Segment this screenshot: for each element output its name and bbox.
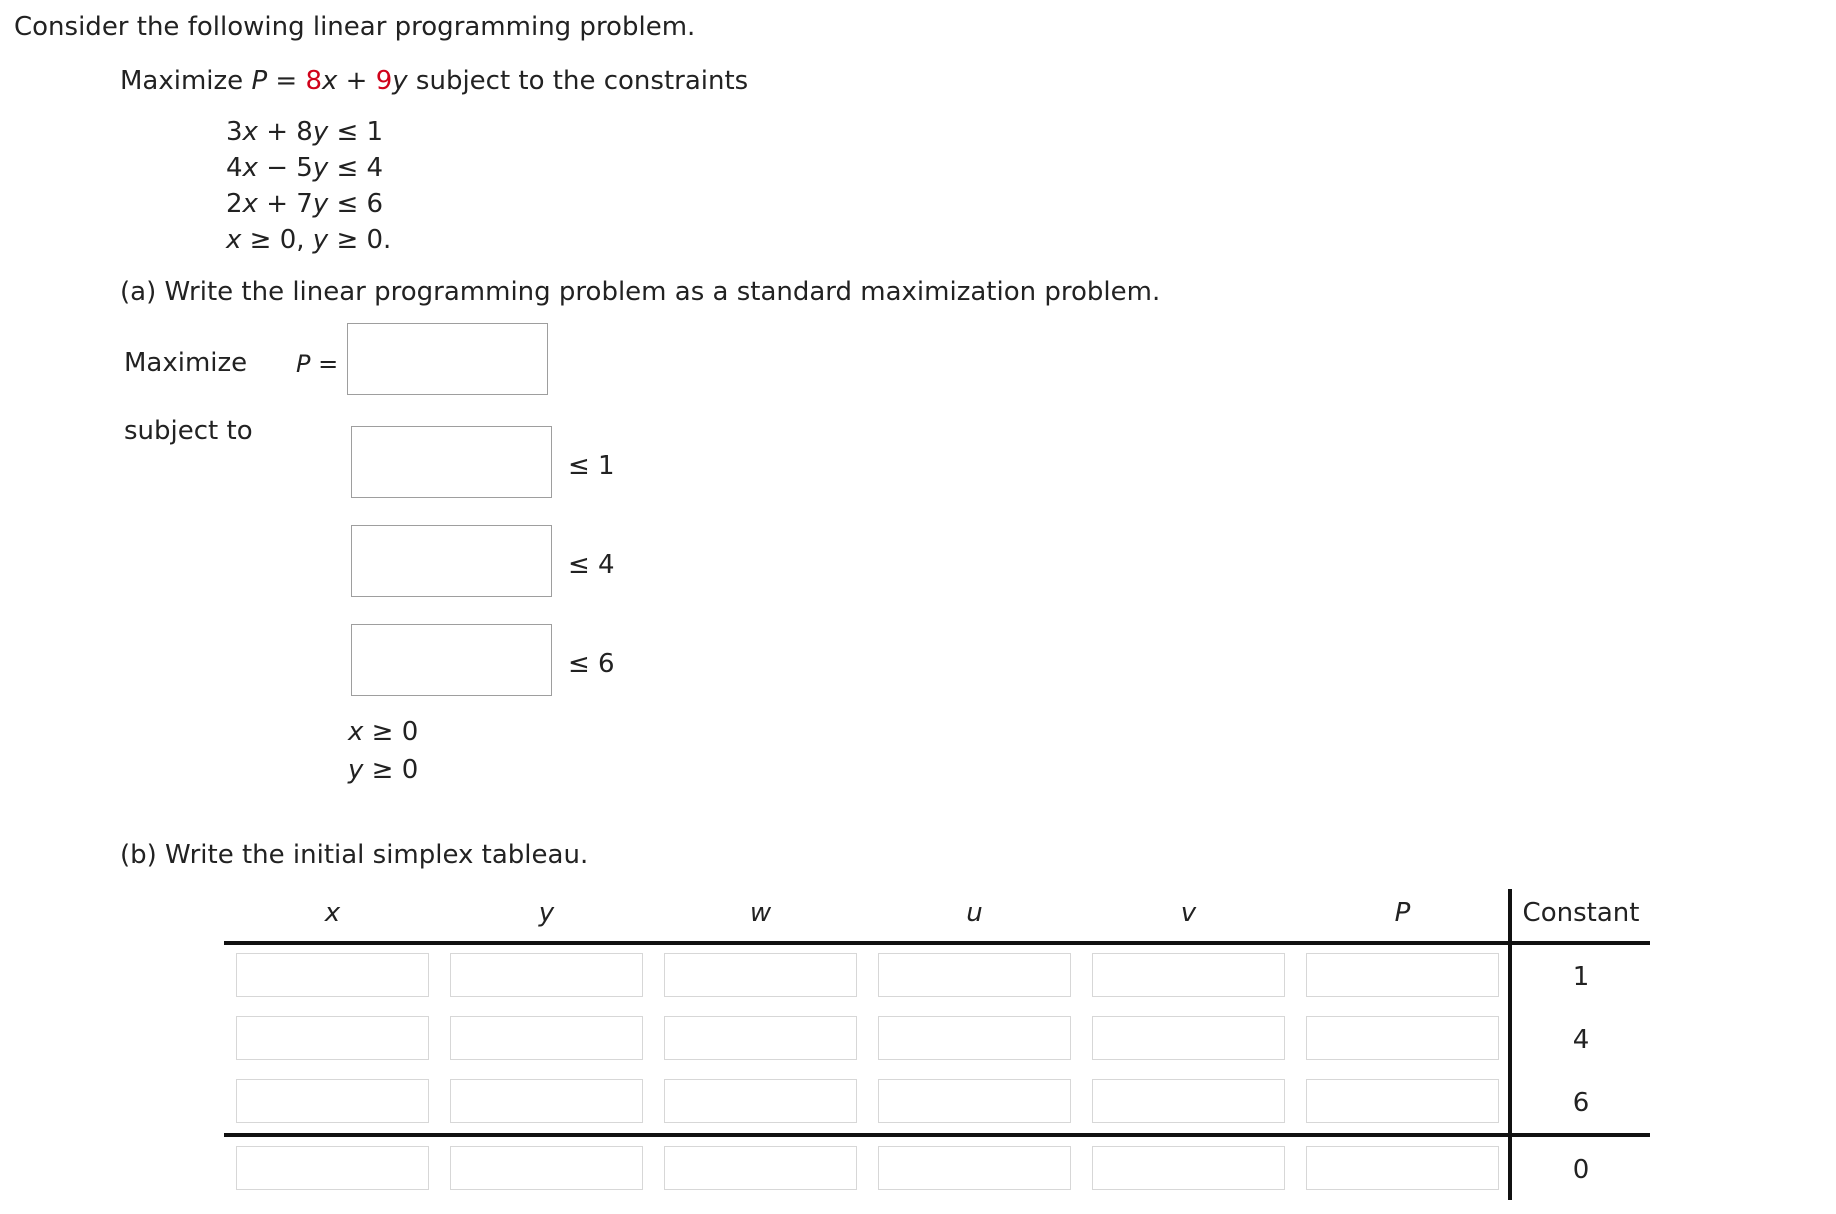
x-var: x	[348, 717, 364, 747]
constraint-var: x	[242, 153, 258, 183]
y-nonneg	[348, 755, 418, 785]
tableau-objective-rule	[224, 1133, 1650, 1137]
tableau-cell-r3-w[interactable]	[664, 1079, 857, 1123]
p-eq: =	[318, 350, 339, 378]
tableau-header-v: v	[1180, 898, 1197, 928]
tableau-cell-r3-y[interactable]	[450, 1079, 643, 1123]
tableau-cell-r4-y[interactable]	[450, 1146, 643, 1190]
nonneg-rel-y: ≥ 0.	[336, 225, 392, 255]
nonneg-var-x: x	[226, 225, 242, 255]
tableau-header-w: w	[749, 898, 772, 928]
constraint-coef: 4	[226, 153, 243, 183]
tableau-header-p: P	[1394, 898, 1411, 928]
x-nonneg	[348, 717, 418, 747]
tableau-constant-r3: 6	[1572, 1088, 1590, 1118]
constraint-2-rel: ≤ 4	[568, 550, 615, 580]
tableau-cell-r1-y[interactable]	[450, 953, 643, 997]
tableau-header-constant: Constant	[1522, 898, 1640, 928]
constraint-coef: 3	[226, 117, 243, 147]
tableau-cell-r2-x[interactable]	[236, 1016, 429, 1060]
tableau-constant-r4: 0	[1572, 1155, 1590, 1185]
nonneg-rel-x: ≥ 0,	[249, 225, 305, 255]
tableau-top-rule	[224, 941, 1650, 945]
constraint-rel: ≤	[336, 117, 359, 147]
constraint-op: +	[266, 117, 288, 147]
constraint-coef: 5	[296, 153, 313, 183]
constraint-coef: 8	[296, 117, 313, 147]
objective-function	[120, 66, 748, 96]
tableau-cell-r3-u[interactable]	[878, 1079, 1071, 1123]
y-var: y	[348, 755, 364, 785]
tableau-constant-r1: 1	[1572, 962, 1590, 992]
nonneg-var-y: y	[312, 225, 329, 255]
objective-input[interactable]	[347, 323, 548, 395]
constraint-1-rel: ≤ 1	[568, 451, 615, 481]
tableau-header-y: y	[538, 898, 555, 928]
objective-var-x: x	[322, 66, 338, 96]
constraint-var: y	[312, 117, 329, 147]
constraint-rhs: 4	[366, 153, 384, 183]
constraint-op: +	[266, 189, 288, 219]
tableau-cell-r1-x[interactable]	[236, 953, 429, 997]
tableau-cell-r4-p[interactable]	[1306, 1146, 1499, 1190]
part-a-heading: (a) Write the linear programming problem as a standard maximization problem.	[120, 277, 1161, 307]
tableau-cell-r1-p[interactable]	[1306, 953, 1499, 997]
tableau-cell-r3-v[interactable]	[1092, 1079, 1285, 1123]
constraint-rhs: 1	[366, 117, 384, 147]
constraint-3	[226, 186, 383, 222]
maximize-label: Maximize	[124, 348, 248, 378]
constraint-op: −	[266, 153, 288, 183]
constraint-var: y	[312, 189, 329, 219]
constraint-3-rel: ≤ 6	[568, 649, 615, 679]
objective-coef-x: 8	[305, 66, 322, 96]
tableau-cell-r2-p[interactable]	[1306, 1016, 1499, 1060]
tableau-header-u: u	[966, 898, 983, 928]
tableau-cell-r4-v[interactable]	[1092, 1146, 1285, 1190]
constraint-1	[226, 114, 383, 150]
nonnegativity-constraints	[226, 222, 391, 258]
constraint-rhs: 6	[366, 189, 384, 219]
objective-maximize-word: Maximize	[120, 66, 244, 96]
tableau-constant-divider	[1508, 889, 1512, 1200]
objective-var-p: P	[251, 66, 268, 96]
part-b-heading: (b) Write the initial simplex tableau.	[120, 840, 589, 870]
tableau-cell-r1-v[interactable]	[1092, 953, 1285, 997]
y-rel: ≥ 0	[371, 755, 419, 785]
constraint-2	[226, 150, 383, 186]
objective-var-y: y	[392, 66, 408, 96]
tableau-cell-r1-u[interactable]	[878, 953, 1071, 997]
constraint-3-input[interactable]	[351, 624, 552, 696]
objective-suffix: subject to the constraints	[415, 66, 749, 96]
tableau-header-x: x	[324, 898, 341, 928]
objective-plus: +	[345, 66, 368, 96]
tableau-cell-r2-v[interactable]	[1092, 1016, 1285, 1060]
objective-coef-y: 9	[375, 66, 393, 96]
tableau-cell-r1-w[interactable]	[664, 953, 857, 997]
constraint-var: x	[242, 189, 258, 219]
tableau-cell-r4-w[interactable]	[664, 1146, 857, 1190]
constraint-1-input[interactable]	[351, 426, 552, 498]
objective-equals: =	[275, 66, 298, 96]
tableau-cell-r4-u[interactable]	[878, 1146, 1071, 1190]
constraint-var: x	[242, 117, 258, 147]
tableau-cell-r2-w[interactable]	[664, 1016, 857, 1060]
subject-to-label: subject to	[124, 416, 253, 446]
constraint-coef: 7	[296, 189, 313, 219]
problem-intro: Consider the following linear programming problem.	[14, 12, 696, 42]
constraint-rel: ≤	[336, 189, 359, 219]
tableau-cell-r2-y[interactable]	[450, 1016, 643, 1060]
x-rel: ≥ 0	[371, 717, 419, 747]
constraint-2-input[interactable]	[351, 525, 552, 597]
tableau-constant-r2: 4	[1572, 1025, 1590, 1055]
p-var: P	[296, 350, 311, 378]
p-equals-label	[296, 350, 338, 378]
tableau-cell-r3-p[interactable]	[1306, 1079, 1499, 1123]
tableau-cell-r2-u[interactable]	[878, 1016, 1071, 1060]
constraint-rel: ≤	[336, 153, 359, 183]
tableau-cell-r4-x[interactable]	[236, 1146, 429, 1190]
constraint-coef: 2	[226, 189, 243, 219]
constraint-var: y	[312, 153, 329, 183]
tableau-cell-r3-x[interactable]	[236, 1079, 429, 1123]
